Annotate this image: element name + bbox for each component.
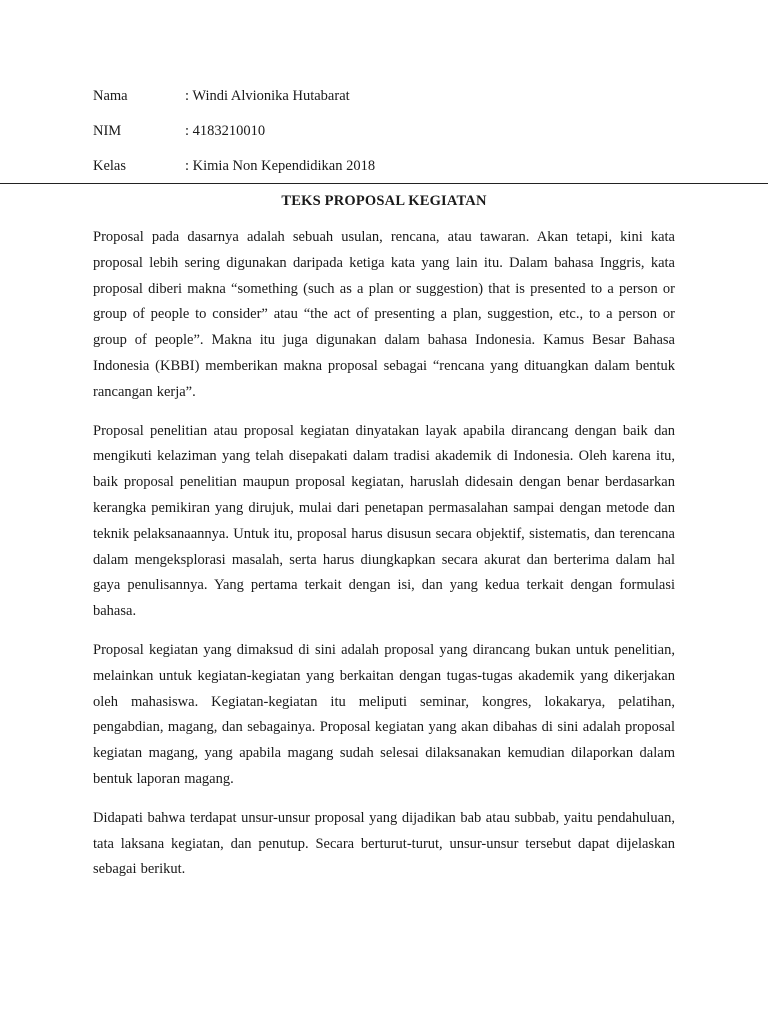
- identity-label: NIM: [93, 123, 122, 139]
- identity-row-class: [93, 156, 693, 191]
- document-title: TEKS PROPOSAL KEGIATAN: [281, 193, 487, 209]
- identity-block: [93, 86, 693, 191]
- identity-value: : Kimia Non Kependidikan 2018: [185, 158, 376, 174]
- identity-value: : Windi Alvionika Hutabarat: [185, 88, 350, 104]
- paragraph: Didapati bahwa terdapat unsur-unsur proposal yang dijadikan bab atau subbab, yaitu pendahuluan, tata laksana kegiatan, dan penutup. Secara berturut-turut, unsur-unsur tersebut dapat dijelaskan sebagai berikut.: [93, 809, 675, 878]
- divider-line: [0, 183, 768, 184]
- identity-label: Kelas: [93, 158, 127, 174]
- identity-label: Nama: [93, 88, 128, 104]
- identity-value: : 4183210010: [185, 123, 266, 139]
- paragraph: Proposal kegiatan yang dimaksud di sini adalah proposal yang dirancang bukan untuk penelitian, melainkan untuk kegiatan-kegiatan yang berkaitan dengan tugas-tugas akademik yang dikerjakan oleh mahasiswa. Kegiatan-kegiatan itu meliputi seminar, kongres, lokakarya, pelatihan, pengabdian, magang, dan sebagainya. Proposal kegiatan yang akan dibahas di sini adalah proposal kegiatan magang, yang apabila magang sudah selesai dilaksanakan kemudian dilaporkan dalam bentuk laporan magang.: [93, 641, 675, 787]
- document-body: [93, 225, 675, 896]
- paragraph: Proposal pada dasarnya adalah sebuah usulan, rencana, atau tawaran. Akan tetapi, kini kata proposal lebih sering digunakan daripada ketiga kata yang lain itu. Dalam bahasa Inggris, kata proposal diberi makna “something (such as a plan or suggestion) that is presented to a person or group of people to consider” atau “the act of presenting a plan, suggestion, etc., to a person or group of people”. Makna itu juga digunakan dalam bahasa Indonesia. Kamus Besar Bahasa Indonesia (KBBI) memberikan makna proposal sebagai “rencana yang dituangkan dalam bentuk rancangan kerja”.: [93, 229, 675, 400]
- identity-row-name: [93, 86, 693, 121]
- paragraph: Proposal penelitian atau proposal kegiatan dinyatakan layak apabila dirancang dengan baik dan mengikuti kelaziman yang telah disepakati dalam tradisi akademik di Indonesia. Oleh karena itu, baik proposal penelitian maupun proposal kegiatan, haruslah didesain dengan benar berdasarkan kerangka pemikiran yang dirujuk, mulai dari penetapan permasalahan sampai dengan metode dan teknik pelaksanaannya. Untuk itu, proposal harus disusun secara objektif, sistematis, dan terencana dalam mengeksplorasi masalah, serta harus diungkapkan secara akurat dan berterima dalam hal gaya penulisannya. Yang pertama terkait dengan isi, dan yang kedua terkait dengan formulasi bahasa.: [93, 422, 675, 620]
- identity-row-nim: [93, 121, 693, 156]
